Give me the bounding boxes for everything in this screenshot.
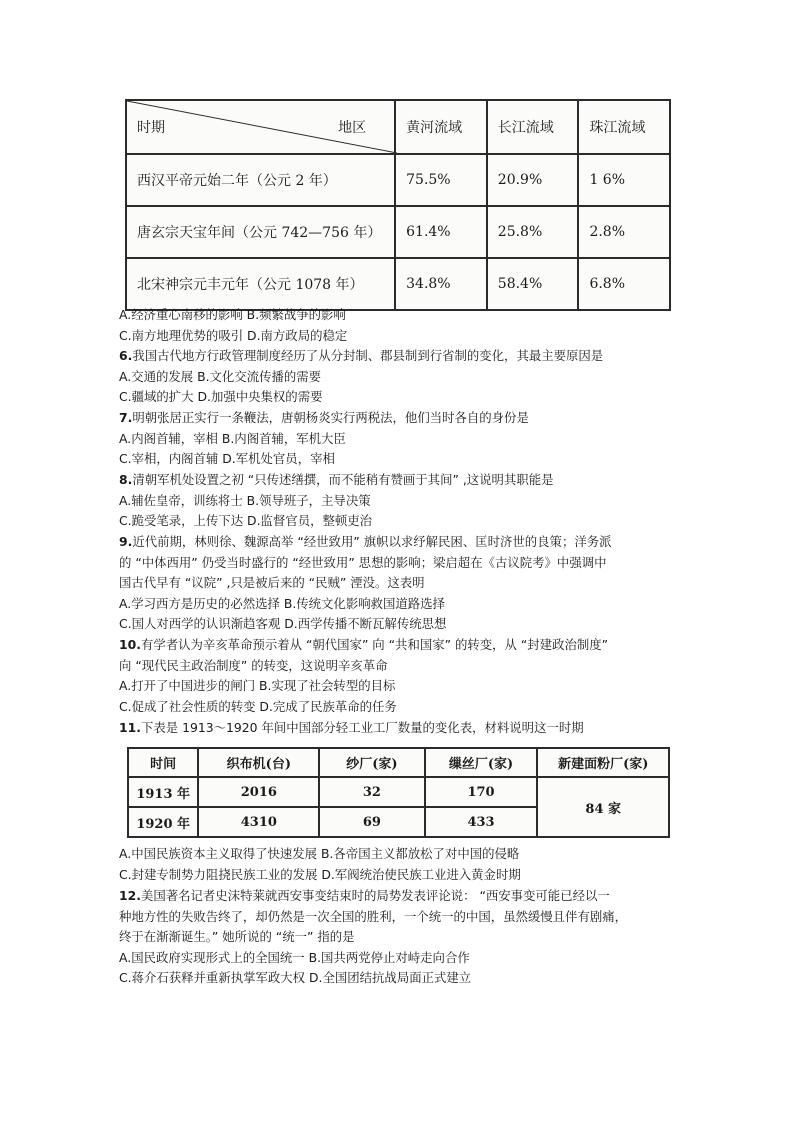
period-cell: 西汉平帝元始二年（公元 2 年） xyxy=(126,154,395,206)
value-cell: 20.9% xyxy=(487,154,579,206)
question-11-options xyxy=(119,844,679,885)
option-line: C.南方地理优势的吸引 D.南方政局的稳定 xyxy=(119,327,348,343)
period-cell: 唐玄宗天宝年间（公元 742—756 年） xyxy=(126,206,395,258)
option-line: A.学习西方是历史的必然选择 B.传统文化影响救国道路选择 xyxy=(119,595,445,611)
light-industry-table xyxy=(127,747,670,838)
question-stem: 9.近代前期，林则徐、魏源高举 “经世致用” 旗帜以求纾解民困、匡时济世的良策；洋务派 xyxy=(119,534,612,549)
yellow-river-header: 黄河流域 xyxy=(395,100,487,154)
question-stem-line: 种地方性的失败告终了，却仍然是一次全国的胜利，一个统一的中国，虽然缓慢且伴有剧痛， xyxy=(119,908,628,924)
value-cell: 4310 xyxy=(198,807,319,837)
value-cell: 6.8% xyxy=(578,258,670,310)
period-cell: 北宋神宗元丰元年（公元 1078 年） xyxy=(126,258,395,310)
question-stem: 12.美国著名记者史沫特莱就西安事变结束时的局势发表评论说： “西安事变可能已经以一 xyxy=(119,888,610,903)
merged-flour-mill-cell: 84 家 xyxy=(537,777,669,837)
value-cell: 25.8% xyxy=(487,206,579,258)
option-line: A.辅佐皇帝，训练将士 B.领导班子，主导决策 xyxy=(119,492,371,508)
year-cell: 1920 年 xyxy=(128,807,198,837)
value-cell: 433 xyxy=(425,807,538,837)
option-line: A.经济重心南移的影响 B.频繁战争的影响 xyxy=(119,307,346,322)
table-header-row xyxy=(126,100,670,154)
question-6 xyxy=(119,346,679,408)
header-cell: 纱厂(家) xyxy=(319,748,424,777)
question-10 xyxy=(119,635,679,717)
option-line: A.内阁首辅，宰相 B.内阁首辅，军机大臣 xyxy=(119,430,346,446)
value-cell: 34.8% xyxy=(395,258,487,310)
question-stem: 11.下表是 1913～1920 年间中国部分轻工业工厂数量的变化表，材料说明这一时期 xyxy=(119,720,584,735)
option-line: A.交通的发展 B.文化交流传播的需要 xyxy=(119,368,322,384)
option-line: C.疆域的扩大 D.加强中央集权的需要 xyxy=(119,389,323,404)
yangtze-river-header: 长江流域 xyxy=(487,100,579,154)
option-line: A.打开了中国进步的闸门 B.实现了社会转型的目标 xyxy=(119,678,396,693)
question-stem: 6.我国古代地方行政管理制度经历了从分封制、郡县制到行省制的变化，其最主要原因是 xyxy=(119,348,604,363)
value-cell: 170 xyxy=(425,777,538,807)
year-cell: 1913 年 xyxy=(128,777,198,807)
table-row xyxy=(126,154,670,206)
pearl-river-header: 珠江流域 xyxy=(578,100,670,154)
question-stem: 10.有学者认为辛亥革命预示着从 “朝代国家” 向 “共和国家” 的转变，从 “封建政治制度” xyxy=(119,637,609,652)
question-stem-line: 向 “现代民主政治制度” 的转变，这说明辛亥革命 xyxy=(119,657,388,673)
header-cell: 时间 xyxy=(128,748,198,777)
question-number: 9. xyxy=(119,534,133,549)
period-region-header-cell xyxy=(126,100,395,154)
option-line: C.蒋介石获释并重新执掌军政大权 D.全国团结抗战局面正式建立 xyxy=(119,970,472,985)
question-number: 8. xyxy=(119,472,133,487)
header-cell: 新建面粉厂(家) xyxy=(537,748,669,777)
option-line: C.国人对西学的认识渐趋客观 D.西学传播不断瓦解传统思想 xyxy=(119,616,447,631)
option-line: C.跪受笔录，上传下达 D.监督官员，整顿吏治 xyxy=(119,513,373,528)
table-header-row xyxy=(128,748,669,777)
question-8 xyxy=(119,470,679,532)
table-row xyxy=(126,258,670,310)
option-line: A.中国民族资本主义取得了快速发展 B.各帝国主义都放松了对中国的侵略 xyxy=(119,846,520,861)
table-row xyxy=(128,777,669,807)
population-distribution-table xyxy=(125,99,671,311)
question-12 xyxy=(119,886,679,989)
option-line: C.促成了社会性质的转变 D.完成了民族革命的任务 xyxy=(119,698,397,714)
header-cell: 织布机(台) xyxy=(198,748,319,777)
question-stem-line: 的 “中体西用” 仍受当时盛行的 “经世致用” 思想的影响；梁启超在《古议院考》中强调中 xyxy=(119,554,607,570)
question-number: 11. xyxy=(119,720,141,735)
question-stem-line: 终于在渐渐诞生。” 她所说的 “统一” 指的是 xyxy=(119,929,355,944)
question-number: 6. xyxy=(119,348,133,363)
question-stem: 7.明朝张居正实行一条鞭法，唐朝杨炎实行两税法，他们当时各自的身份是 xyxy=(119,410,529,425)
option-line: C.宰相，内阁首辅 D.军机处官员，宰相 xyxy=(119,451,335,466)
value-cell: 69 xyxy=(319,807,424,837)
option-line: C.封建专制势力阻挠民族工业的发展 D.军阀统治使民族工业进入黄金时期 xyxy=(119,866,521,882)
question-stem: 8.清朝军机处设置之初 “只传述缮撰，而不能稍有赞画于其间” ,这说明其职能是 xyxy=(119,472,554,487)
table-row xyxy=(126,206,670,258)
option-line: A.国民政府实现形式上的全国统一 B.国共两党停止对峙走向合作 xyxy=(119,949,470,965)
question-9 xyxy=(119,532,679,635)
question-stem-line: 国古代早有 “议院” ,只是被后来的 “民贼” 湮没。这表明 xyxy=(119,575,425,590)
value-cell: 2016 xyxy=(198,777,319,807)
question-number: 10. xyxy=(119,637,141,652)
value-cell: 75.5% xyxy=(395,154,487,206)
question-11-stem xyxy=(119,718,679,739)
period-header: 时期 xyxy=(137,120,165,136)
question-7 xyxy=(119,408,679,470)
value-cell: 2.8% xyxy=(578,206,670,258)
region-header: 地区 xyxy=(338,120,367,136)
value-cell: 32 xyxy=(319,777,424,807)
value-cell: 61.4% xyxy=(395,206,487,258)
value-cell: 1 6% xyxy=(578,154,670,206)
question-number: 12. xyxy=(119,888,141,903)
question-number: 7. xyxy=(119,410,133,425)
header-cell: 缫丝厂(家) xyxy=(425,748,538,777)
question-5-options xyxy=(119,305,679,346)
value-cell: 58.4% xyxy=(487,258,579,310)
